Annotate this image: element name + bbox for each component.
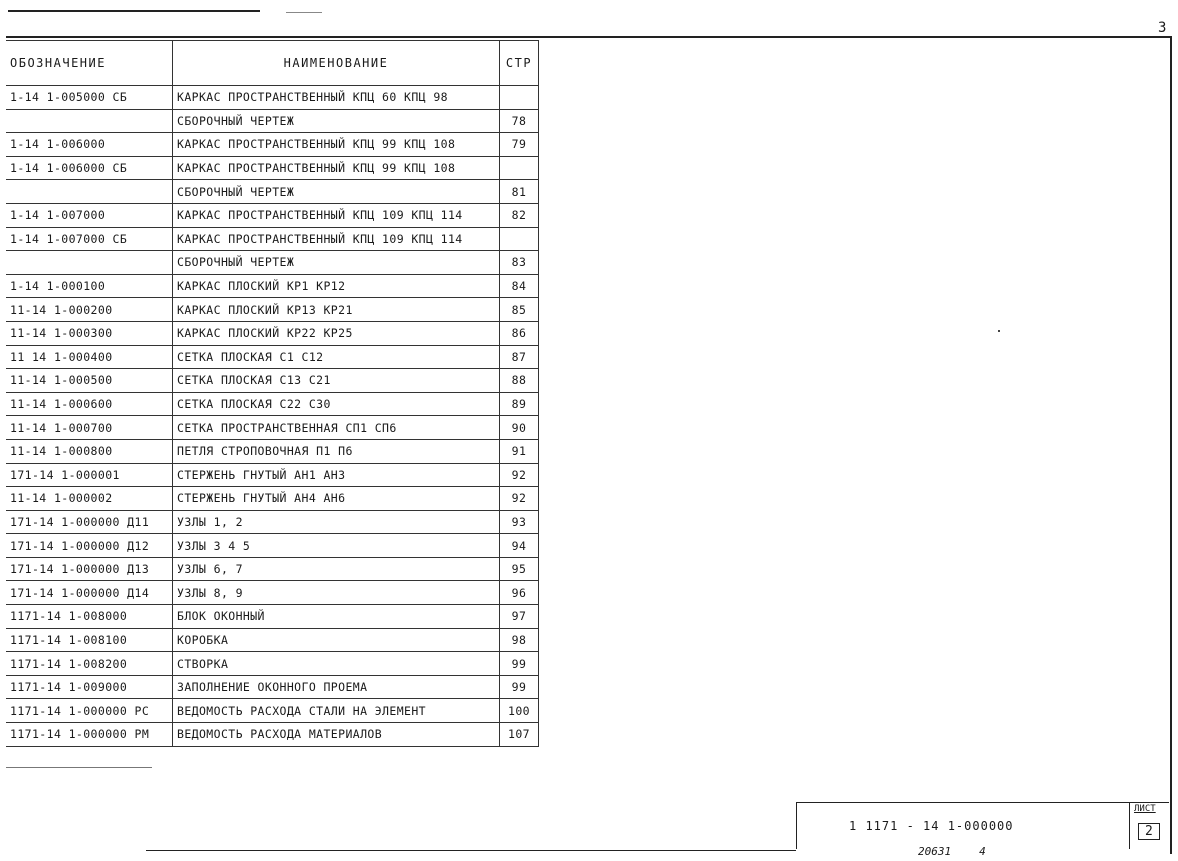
row-designation [6, 109, 173, 133]
row-name: УЗЛЫ 1, 2 [173, 510, 500, 534]
row-page: 92 [500, 487, 539, 511]
archive-number [918, 845, 986, 858]
row-page: 84 [500, 274, 539, 298]
row-name: СБОРОЧНЫЙ ЧЕРТЕЖ [173, 251, 500, 275]
row-designation: 171-14 1-000000 Д14 [6, 581, 173, 605]
col-page-header: СТР [500, 41, 539, 86]
row-designation [6, 251, 173, 275]
row-designation: 11-14 1-000300 [6, 321, 173, 345]
row-designation [6, 180, 173, 204]
row-designation: 11-14 1-000600 [6, 392, 173, 416]
table-row [6, 534, 539, 558]
row-page: 86 [500, 321, 539, 345]
row-name: СТЕРЖЕНЬ ГНУТЫЙ АН4 АН6 [173, 487, 500, 511]
top-rule [8, 10, 260, 12]
table-row [6, 274, 539, 298]
row-page: 88 [500, 369, 539, 393]
row-name: КАРКАС ПРОСТРАНСТВЕННЫЙ КПЦ 109 КПЦ 114 [173, 203, 500, 227]
row-designation: 171-14 1-000000 Д12 [6, 534, 173, 558]
row-name: ВЕДОМОСТЬ РАСХОДА СТАЛИ НА ЭЛЕМЕНТ [173, 699, 500, 723]
row-name: ПЕТЛЯ СТРОПОВОЧНАЯ П1 П6 [173, 439, 500, 463]
row-page [500, 227, 539, 251]
row-designation: 1-14 1-007000 СБ [6, 227, 173, 251]
row-page: 107 [500, 723, 539, 747]
row-name: КАРКАС ПРОСТРАНСТВЕННЫЙ КПЦ 99 КПЦ 108 [173, 133, 500, 157]
row-name: КАРКАС ПРОСТРАНСТВЕННЫЙ КПЦ 99 КПЦ 108 [173, 156, 500, 180]
table-row [6, 463, 539, 487]
row-page: 89 [500, 392, 539, 416]
row-designation: 171-14 1-000000 Д13 [6, 557, 173, 581]
row-name: УЗЛЫ 8, 9 [173, 581, 500, 605]
row-page: 78 [500, 109, 539, 133]
row-page: 87 [500, 345, 539, 369]
table-row [6, 510, 539, 534]
table-row [6, 369, 539, 393]
row-page: 79 [500, 133, 539, 157]
row-page: 93 [500, 510, 539, 534]
row-designation: 1171-14 1-008000 [6, 605, 173, 629]
row-name: СЕТКА ПЛОСКАЯ С1 С12 [173, 345, 500, 369]
table-row [6, 203, 539, 227]
table-row [6, 605, 539, 629]
frame-right-border [1170, 36, 1172, 854]
row-name: СБОРОЧНЫЙ ЧЕРТЕЖ [173, 109, 500, 133]
row-page [500, 156, 539, 180]
row-page: 90 [500, 416, 539, 440]
row-designation: 1171-14 1-009000 [6, 675, 173, 699]
row-name: КАРКАС ПРОСТРАНСТВЕННЫЙ КПЦ 109 КПЦ 114 [173, 227, 500, 251]
table-row [6, 557, 539, 581]
row-page: 99 [500, 652, 539, 676]
table-row [6, 133, 539, 157]
bottom-rule [146, 850, 796, 851]
row-designation: 11-14 1-000700 [6, 416, 173, 440]
row-designation: 1171-14 1-008200 [6, 652, 173, 676]
row-name: КАРКАС ПЛОСКИЙ КР1 КР12 [173, 274, 500, 298]
row-name: ВЕДОМОСТЬ РАСХОДА МАТЕРИАЛОВ [173, 723, 500, 747]
sheet-label: ЛИСТ [1134, 804, 1156, 814]
row-name: СТЕРЖЕНЬ ГНУТЫЙ АН1 АН3 [173, 463, 500, 487]
table-row [6, 723, 539, 747]
table-row [6, 416, 539, 440]
row-page: 96 [500, 581, 539, 605]
row-name: БЛОК ОКОННЫЙ [173, 605, 500, 629]
archive-suffix: 4 [979, 845, 986, 858]
title-block [796, 802, 1169, 849]
row-page: 81 [500, 180, 539, 204]
table-row [6, 628, 539, 652]
row-designation: 11-14 1-000002 [6, 487, 173, 511]
table-row [6, 227, 539, 251]
row-page: 100 [500, 699, 539, 723]
table-row [6, 86, 539, 110]
top-rule-short [286, 12, 322, 13]
row-designation: 11-14 1-000800 [6, 439, 173, 463]
row-designation: 1171-14 1-008100 [6, 628, 173, 652]
table-row [6, 652, 539, 676]
row-designation: 171-14 1-000000 Д11 [6, 510, 173, 534]
col-name-header: НАИМЕНОВАНИЕ [173, 41, 500, 86]
row-page: 97 [500, 605, 539, 629]
row-name: СТВОРКА [173, 652, 500, 676]
row-name: УЗЛЫ 3 4 5 [173, 534, 500, 558]
table-row [6, 251, 539, 275]
row-name: КОРОБКА [173, 628, 500, 652]
table-row [6, 109, 539, 133]
row-name: ЗАПОЛНЕНИЕ ОКОННОГО ПРОЕМА [173, 675, 500, 699]
archive-id: 20631 [918, 845, 952, 858]
row-name: КАРКАС ПЛОСКИЙ КР13 КР21 [173, 298, 500, 322]
table-body [6, 86, 539, 747]
row-designation: 1171-14 1-000000 РМ [6, 723, 173, 747]
row-name: СЕТКА ПРОСТРАНСТВЕННАЯ СП1 СП6 [173, 416, 500, 440]
row-page: 94 [500, 534, 539, 558]
col-designation-header: ОБОЗНАЧЕНИЕ [6, 41, 173, 86]
row-page: 83 [500, 251, 539, 275]
table-row [6, 675, 539, 699]
sheet-box [1129, 803, 1170, 849]
table-row [6, 392, 539, 416]
table-row [6, 699, 539, 723]
row-designation: 11 14 1-000400 [6, 345, 173, 369]
table-row [6, 321, 539, 345]
table-row [6, 298, 539, 322]
page-number: 3 [1158, 20, 1167, 36]
row-designation: 11-14 1-000200 [6, 298, 173, 322]
row-page: 85 [500, 298, 539, 322]
table-row [6, 180, 539, 204]
row-designation: 1-14 1-007000 [6, 203, 173, 227]
row-designation: 1-14 1-005000 СБ [6, 86, 173, 110]
contents-table [6, 40, 539, 747]
scan-speck [998, 330, 1000, 332]
row-page: 98 [500, 628, 539, 652]
table-row [6, 156, 539, 180]
document-designation: 1 1171 - 14 1-000000 [849, 819, 1014, 833]
sheet-number: 2 [1138, 823, 1160, 840]
row-name: УЗЛЫ 6, 7 [173, 557, 500, 581]
row-designation: 1-14 1-006000 [6, 133, 173, 157]
header-rule [6, 36, 1170, 38]
row-name: СЕТКА ПЛОСКАЯ С13 С21 [173, 369, 500, 393]
row-page: 99 [500, 675, 539, 699]
row-designation: 1-14 1-006000 СБ [6, 156, 173, 180]
table-row [6, 345, 539, 369]
row-page: 95 [500, 557, 539, 581]
table-end-rule [6, 767, 152, 768]
row-name: СЕТКА ПЛОСКАЯ С22 С30 [173, 392, 500, 416]
row-designation: 171-14 1-000001 [6, 463, 173, 487]
row-page [500, 86, 539, 110]
row-designation: 1-14 1-000100 [6, 274, 173, 298]
row-name: СБОРОЧНЫЙ ЧЕРТЕЖ [173, 180, 500, 204]
row-name: КАРКАС ПРОСТРАНСТВЕННЫЙ КПЦ 60 КПЦ 98 [173, 86, 500, 110]
row-name: КАРКАС ПЛОСКИЙ КР22 КР25 [173, 321, 500, 345]
table-row [6, 581, 539, 605]
row-designation: 11-14 1-000500 [6, 369, 173, 393]
table-row [6, 439, 539, 463]
table-row [6, 487, 539, 511]
row-page: 91 [500, 439, 539, 463]
row-page: 92 [500, 463, 539, 487]
row-page: 82 [500, 203, 539, 227]
row-designation: 1171-14 1-000000 РС [6, 699, 173, 723]
header-row [6, 41, 539, 86]
